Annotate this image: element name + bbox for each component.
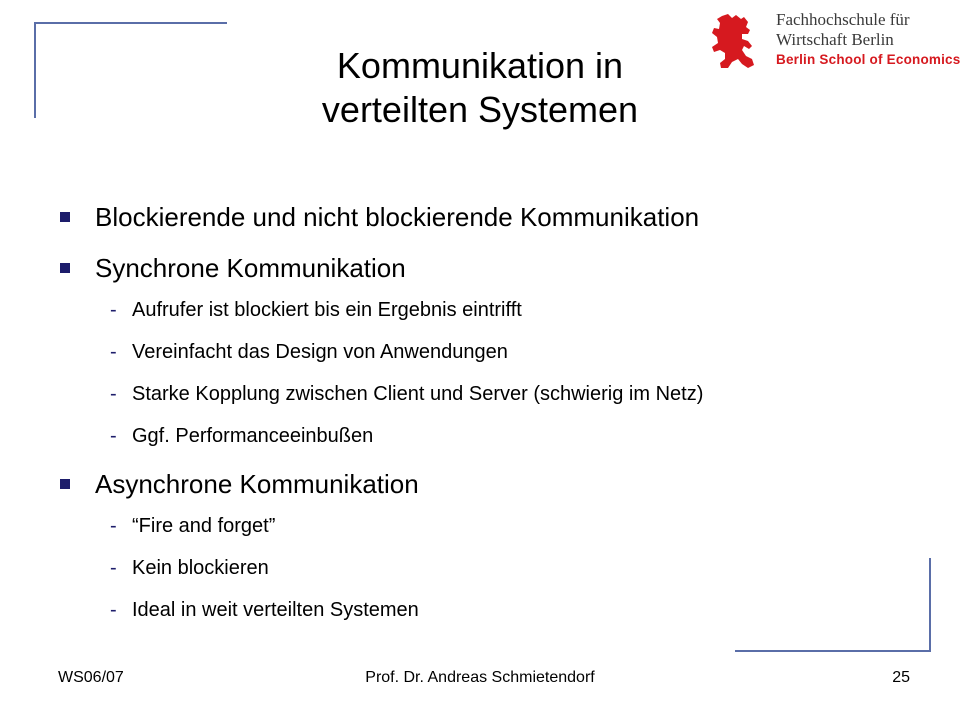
sub-bullet-text: Ideal in weit verteilten Systemen (132, 599, 419, 621)
sub-bullet-text: Starke Kopplung zwischen Client und Server (schwierig im Netz) (132, 383, 704, 405)
sub-bullet-text: “Fire and forget” (132, 515, 276, 537)
logo-line-3: Berlin School of Economics (776, 52, 960, 67)
sub-bullet-text: Ggf. Performanceeinbußen (132, 425, 374, 447)
title-line-1: Kommunikation in (336, 45, 624, 86)
sub-bullet-text: Aufrufer ist blockiert bis ein Ergebnis eintrifft (132, 299, 522, 321)
footer-page-number: 25 (892, 669, 910, 686)
logo-line-1: Fachhochschule für (776, 10, 910, 29)
dash-bullet-marker: - (110, 383, 117, 405)
logo-line-2: Wirtschaft Berlin (776, 30, 894, 49)
bullet-text: Blockierende und nicht blockierende Kommunikation (95, 202, 700, 232)
footer-author: Prof. Dr. Andreas Schmietendorf (365, 669, 595, 686)
dash-bullet-marker: - (110, 515, 117, 537)
dash-bullet-marker: - (110, 299, 117, 321)
sub-bullet-text: Kein blockieren (132, 557, 269, 579)
dash-bullet-marker: - (110, 425, 117, 447)
square-bullet-icon (60, 263, 70, 273)
square-bullet-icon (60, 212, 70, 222)
dash-bullet-marker: - (110, 557, 117, 579)
bullet-text: Synchrone Kommunikation (95, 253, 406, 283)
dash-bullet-marker: - (110, 599, 117, 621)
footer-semester: WS06/07 (58, 669, 124, 686)
square-bullet-icon (60, 479, 70, 489)
dash-bullet-marker: - (110, 341, 117, 363)
title-line-2: verteilten Systemen (321, 89, 639, 130)
bullet-text: Asynchrone Kommunikation (95, 469, 419, 499)
sub-bullet-text: Vereinfacht das Design von Anwendungen (132, 341, 508, 363)
